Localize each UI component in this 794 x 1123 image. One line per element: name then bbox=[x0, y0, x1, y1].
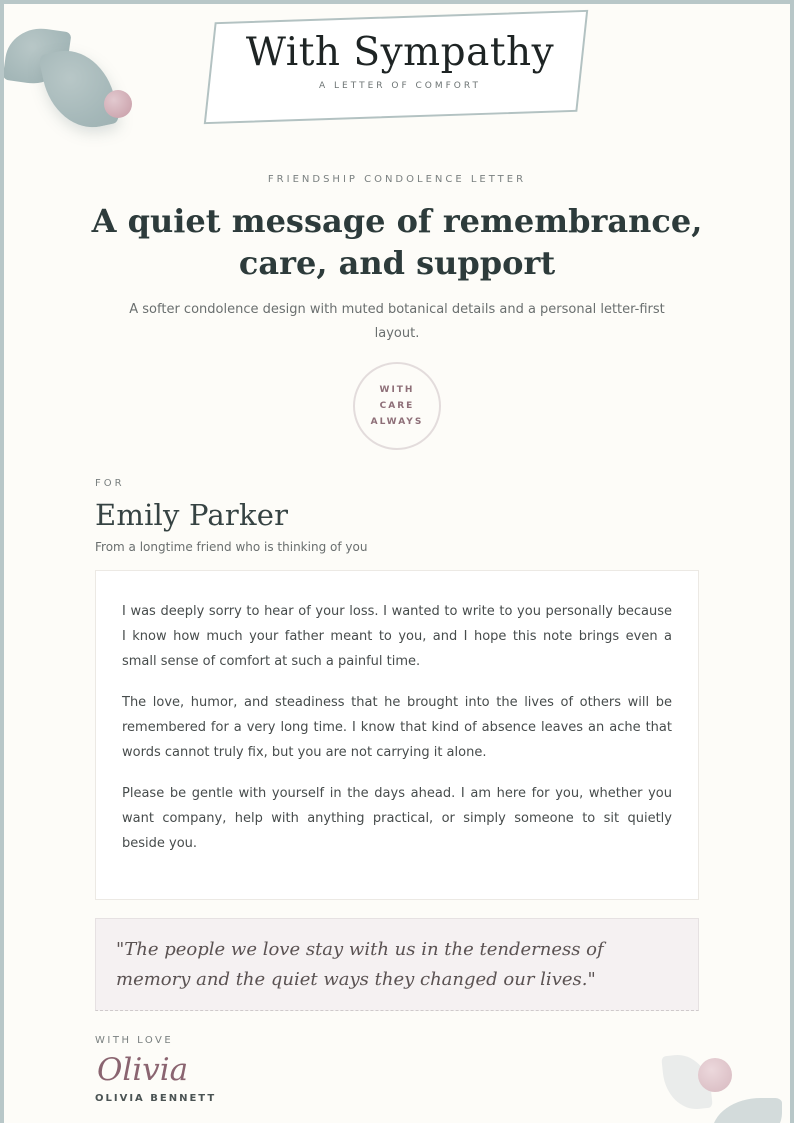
berry-icon bbox=[104, 90, 132, 118]
letter-page bbox=[4, 4, 790, 1123]
page-subtitle: A LETTER OF COMFORT bbox=[319, 80, 481, 91]
intro-text: A softer condolence design with muted botanical details and a personal letter-first layout. bbox=[129, 302, 665, 341]
letter-body bbox=[95, 570, 699, 900]
headline-line-2: care, and support bbox=[238, 244, 556, 282]
seal-word: CARE bbox=[379, 401, 415, 411]
signature: Olivia bbox=[97, 1052, 189, 1088]
header bbox=[204, 32, 596, 91]
berry-icon bbox=[698, 1058, 732, 1092]
care-seal-badge bbox=[353, 362, 441, 450]
botanical-leaf-icon bbox=[38, 42, 120, 136]
page-title: With Sympathy bbox=[245, 30, 555, 75]
letter-paragraph: Please be gentle with yourself in the days ahead. I am here for you, whether you want company, help with anything practical, or simply someone to sit quietly beside you. bbox=[122, 786, 672, 851]
letter-paragraph: The love, humor, and steadiness that he brought into the lives of others will be remembered for a very long time. I know that kind of absence leaves an ache that words cannot truly fix, but you are not carrying it alone. bbox=[122, 695, 672, 760]
seal-word: WITH bbox=[379, 385, 415, 395]
seal-word: ALWAYS bbox=[370, 417, 424, 427]
recipient-subtitle: From a longtime friend who is thinking of you bbox=[95, 540, 368, 554]
headline-line-1: A quiet message of remembrance, bbox=[91, 202, 703, 240]
recipient-name: Emily Parker bbox=[95, 498, 289, 532]
eyebrow-label: FRIENDSHIP CONDOLENCE LETTER bbox=[267, 174, 527, 185]
quote-text: "The people we love stay with us in the tenderness of memory and the quiet ways they changed our lives." bbox=[116, 939, 604, 990]
headline bbox=[75, 200, 719, 284]
letter-paragraph: I was deeply sorry to hear of your loss. I wanted to write to you personally because I know how much your father meant to you, and I hope this note brings even a small sense of comfort at such a painful time. bbox=[122, 604, 672, 669]
signer-name: OLIVIA BENNETT bbox=[95, 1093, 217, 1104]
closing-label: WITH LOVE bbox=[95, 1035, 174, 1046]
memorial-quote bbox=[95, 918, 699, 1011]
botanical-leaf-icon bbox=[712, 1098, 782, 1123]
recipient-label: FOR bbox=[95, 478, 125, 489]
